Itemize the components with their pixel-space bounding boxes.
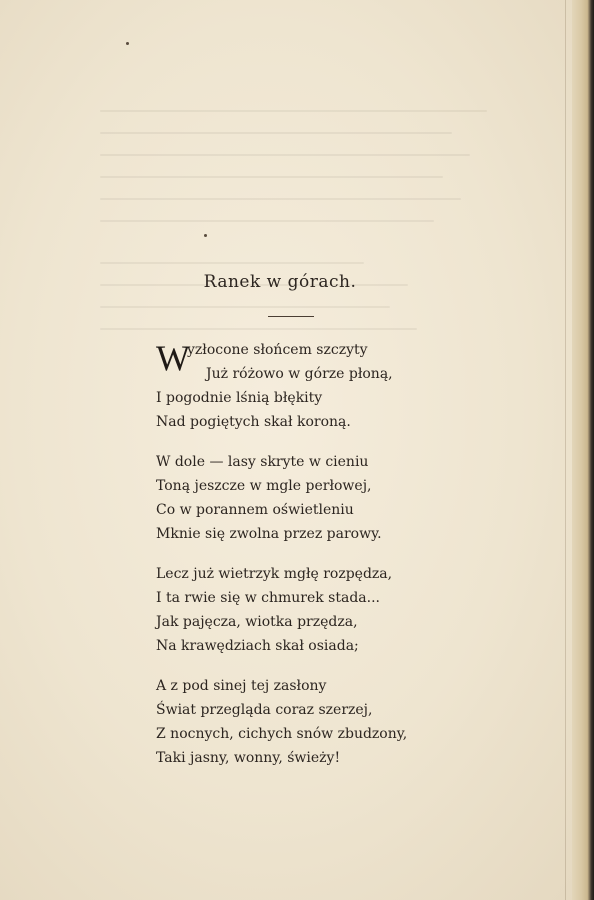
- poem-line: Z nocnych, cichych snów zbudzony,: [156, 726, 408, 742]
- page-edge: [572, 0, 594, 900]
- stanza-1: [156, 338, 456, 434]
- poem-line: Nad pogiętych skał koroną.: [156, 414, 351, 430]
- paper-speck: [204, 234, 207, 237]
- paper-speck: [126, 42, 129, 45]
- poem-line: I pogodnie lśnią błękity: [156, 390, 323, 406]
- poem-line: Na krawędziach skał osiada;: [156, 638, 359, 654]
- drop-cap: W: [156, 338, 190, 378]
- stanza-2: [156, 450, 456, 546]
- poem-title: Ranek w górach.: [203, 272, 357, 292]
- page-fold-line: [565, 0, 566, 900]
- stanza-4: [156, 674, 456, 770]
- poem-body: [156, 338, 456, 786]
- poem-line: Taki jasny, wonny, świeży!: [156, 750, 341, 766]
- first-line-text: yzłocone słońcem szczyty: [187, 342, 368, 358]
- poem-line: Jak pajęcza, wiotka przędza,: [156, 614, 358, 630]
- poem-line: Mknie się zwolna przez parowy.: [156, 526, 382, 542]
- poem-line: A z pod sinej tej zasłony: [156, 678, 327, 694]
- title-divider: [268, 316, 314, 317]
- poem-line: Toną jeszcze w mgle perłowej,: [156, 478, 372, 494]
- stanza-3: [156, 562, 456, 658]
- poem-line: Świat przegląda coraz szerzej,: [156, 702, 373, 718]
- poem-line: Co w porannem oświetleniu: [156, 502, 354, 518]
- poem-line: W dole — lasy skryte w cieniu: [156, 454, 369, 470]
- poem-line: I ta rwie się w chmurek stada...: [156, 590, 380, 606]
- poem-line: Już różowo w górze płoną,: [206, 366, 393, 382]
- poem-line: Lecz już wietrzyk mgłę rozpędza,: [156, 566, 393, 582]
